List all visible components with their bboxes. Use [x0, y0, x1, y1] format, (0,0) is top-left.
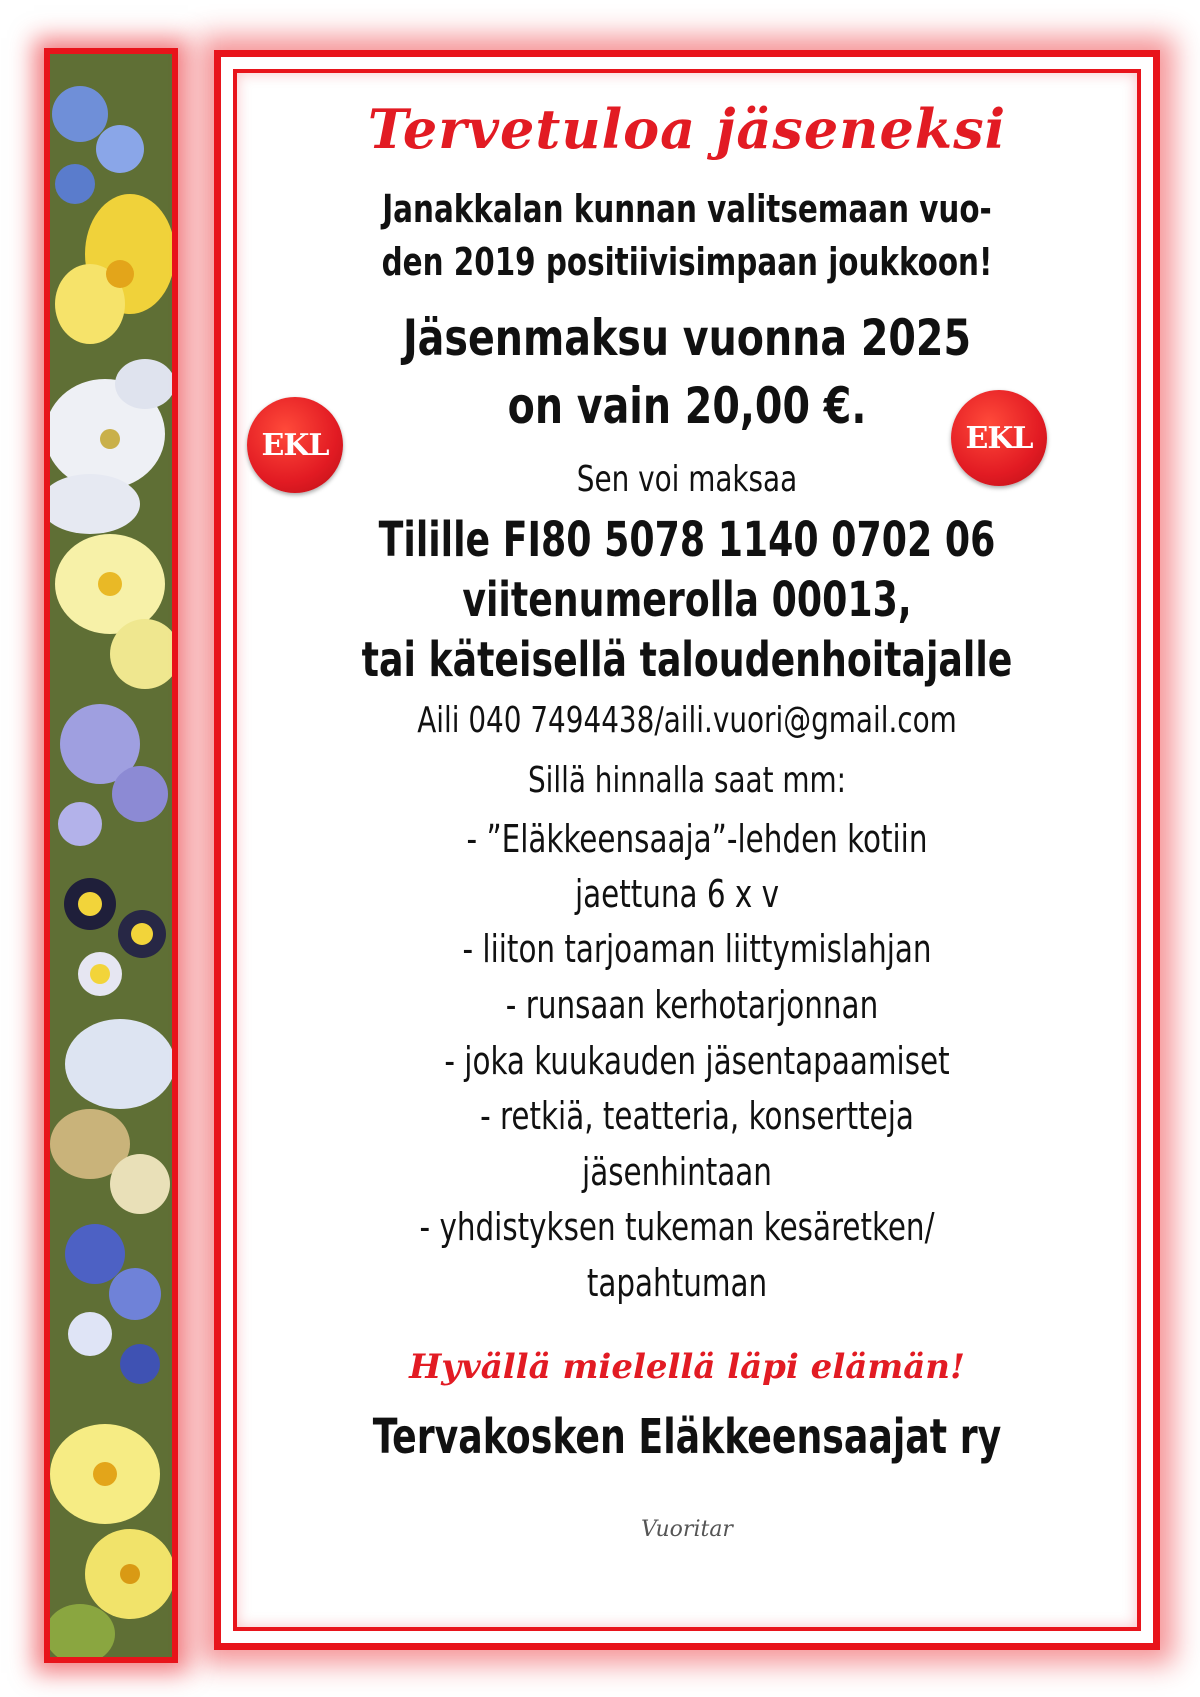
- benefit-item: jäsenhintaan: [582, 1150, 772, 1194]
- benefit-item: - joka kuukauden jäsentapaamiset: [444, 1039, 950, 1083]
- signature: Vuoritar: [641, 1517, 733, 1542]
- account-number: Tilille FI80 5078 1140 0702 06: [378, 512, 996, 568]
- benefit-item: jaettuna 6 x v: [574, 872, 780, 916]
- notice-frame: [214, 50, 1160, 1650]
- ekl-logo-text: EKL: [261, 427, 329, 463]
- floral-strip-image: [44, 48, 178, 1663]
- benefit-item: - ”Eläkkeensaaja”-lehden kotiin: [466, 817, 928, 861]
- page-title: Tervetuloa jäseneksi: [367, 97, 1007, 161]
- benefit-item: - liiton tarjoaman liittymislahjan: [462, 927, 932, 971]
- ekl-logo-right: [951, 390, 1047, 486]
- benefits-intro: Sillä hinnalla saat mm:: [527, 760, 847, 801]
- motto: Hyvällä mielellä läpi elämän!: [409, 1347, 965, 1387]
- cash-payment-note: tai käteisellä taloudenhoitajalle: [361, 632, 1013, 688]
- intro-line-2: den 2019 positiivisimpaan joukkoon!: [381, 240, 993, 284]
- fee-line-1: Jäsenmaksu vuonna 2025: [402, 309, 972, 367]
- benefit-item: - retkiä, teatteria, konsertteja: [480, 1094, 914, 1138]
- contact-info: Aili 040 7494438/aili.vuori@gmail.com: [417, 700, 957, 741]
- fee-line-2: on vain 20,00 €.: [507, 377, 867, 435]
- ekl-logo-text: EKL: [965, 420, 1033, 456]
- benefit-item: - runsaan kerhotarjonnan: [505, 983, 879, 1027]
- benefit-item: - yhdistyksen tukeman kesäretken/: [419, 1205, 935, 1249]
- organization-name: Tervakosken Eläkkeensaajat ry: [372, 1409, 1002, 1465]
- flower-illustration: [50, 54, 172, 1657]
- reference-number: viitenumerolla 00013,: [462, 572, 912, 628]
- ekl-logo-left: [247, 397, 343, 493]
- benefit-item: tapahtuman: [586, 1261, 768, 1305]
- payment-intro: Sen voi maksaa: [576, 459, 798, 500]
- intro-line-1: Janakkalan kunnan valitsemaan vuo-: [382, 187, 992, 231]
